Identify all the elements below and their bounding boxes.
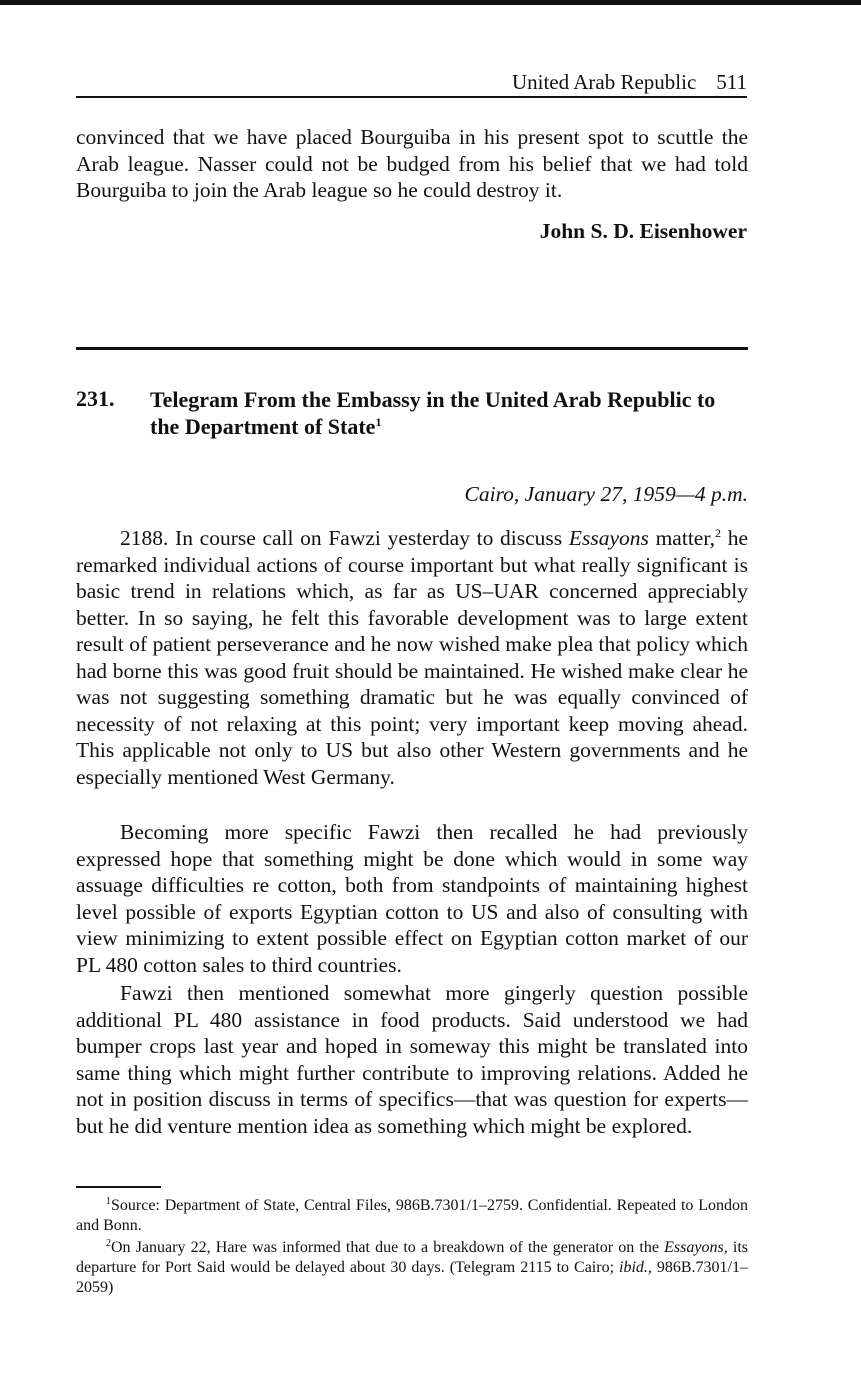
footnote-2: [76, 1238, 748, 1298]
footnote-marker-2: 2: [715, 526, 722, 540]
page-number: 511: [716, 70, 747, 94]
body-paragraph-1: [76, 525, 748, 790]
running-header-title: United Arab Republic: [511, 70, 697, 94]
footnote-2-text-start: On January 22, Hare was informed that due to a breakdown of the generator on the: [111, 1239, 665, 1256]
footnote-2-text-end: 986B.7301/1–2059): [76, 1259, 748, 1296]
p1-text-mid: matter,: [648, 526, 716, 550]
footnote-1-marker: 1: [106, 1196, 111, 1207]
ship-name: Essayons: [568, 526, 649, 550]
body-paragraph-2: Becoming more specific Fawzi then recalled he had previously expressed hope that something might be done which would in some way assuage difficulties re cotton, both from standpoints of maintaining highest level possible of exports Egyptian cotton to US and also of consulting with view minimizing to extent possible effect on Egyptian cotton market of our PL 480 cotton sales to third countries.: [76, 820, 748, 977]
footnote-1-text: Source: Department of State, Central Files, 986B.7301/1–2759. Confidential. Repeated to London and Bonn.: [76, 1197, 748, 1234]
footnote-2-ship-name: Essayons,: [664, 1239, 728, 1256]
footnote-2-marker: 2: [106, 1238, 111, 1249]
section-divider: [76, 347, 748, 350]
document-title: [150, 386, 740, 440]
running-header: [76, 70, 747, 98]
footnote-2-text-mid: its departure for Port Said would be delayed about 30 days. (Telegram 2115 to Cairo;: [76, 1239, 749, 1276]
top-edge-bar: [0, 0, 861, 5]
p1-text-start: 2188. In course call on Fawzi yesterday to discuss: [120, 526, 569, 550]
footnote-1: [76, 1196, 748, 1236]
title-footnote-marker: 1: [375, 415, 382, 429]
document-number: 231.: [76, 386, 115, 411]
dateline: Cairo, January 27, 1959—4 p.m.: [464, 482, 748, 506]
continuation-paragraph: convinced that we have placed Bourguiba in his present spot to scuttle the Arab league. Nasser could not be budged from his belief that we had told Bourguiba to join the Arab league so he could destroy it.: [76, 125, 748, 202]
body-paragraph-3: Fawzi then mentioned somewhat more gingerly question possible additional PL 480 assistance in food products. Said understood we had bumper crops last year and hoped in someway this might be translated into same thing which might further contribute to improving relations. Added he not in position discuss in terms of specifics—that was question for experts—but he did venture mention idea as something which might be explored.: [76, 981, 748, 1138]
signature: John S. D. Eisenhower: [539, 219, 747, 243]
p1-text-end: he remarked individual actions of course important but what really significant is basic trend in relations which, as far as US–UAR concerned appreciably better. In so saying, he felt this favorable development was to large extent result of patient perseverance and he now wished make plea that policy which had borne this was good fruit should be maintained. He wished make clear he was not suggesting something dramatic but he was equally convinced of necessity of not relaxing at this point; very important keep moving ahead. This applicable not only to US but also other Western governments and he especially mentioned West Germany.: [76, 526, 748, 789]
document-title-text: Telegram From the Embassy in the United Arab Republic to the Department of State: [150, 387, 716, 439]
footnote-2-ibid: ibid.,: [619, 1259, 652, 1276]
footnote-rule: [76, 1186, 161, 1188]
